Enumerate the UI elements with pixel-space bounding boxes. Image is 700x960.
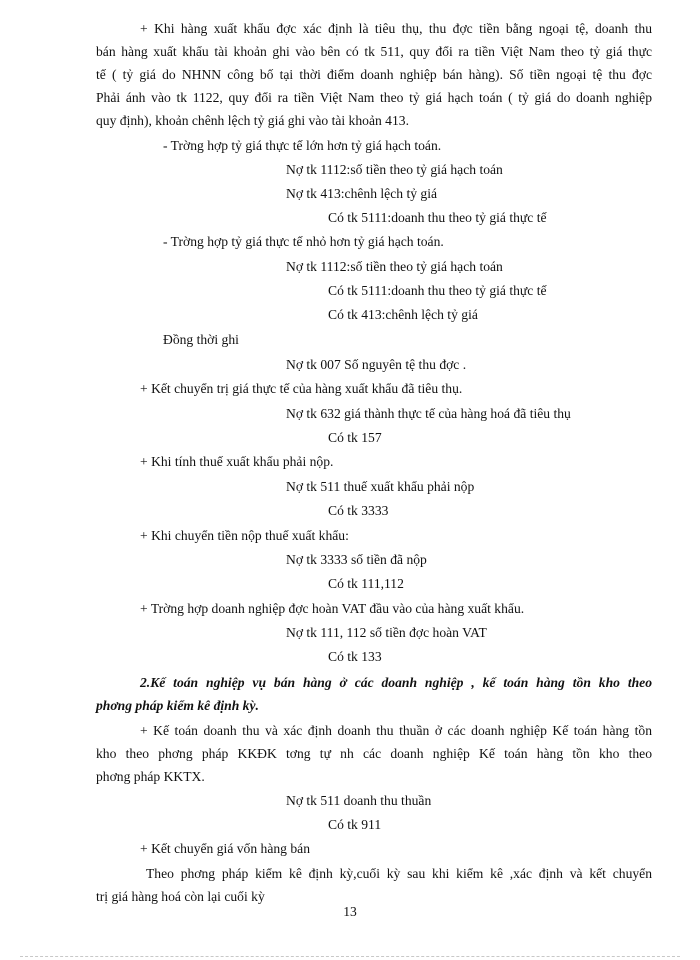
step-heading: + Kết chuyển trị giá thực tế của hàng xuất khẩu đã tiêu thụ.: [140, 381, 463, 396]
journal-entry: Nợ tk 1112:số tiền theo tỷ giá hạch toán: [286, 259, 503, 274]
section-heading-text: 2.Kế toán nghiệp vụ bán hàng ở các doanh nghiệp , kế toán hàng tồn kho theo: [140, 675, 652, 690]
journal-entry: Có tk 157: [328, 430, 382, 445]
paragraph-line: Phải ánh vào tk 1122, quy đổi ra tiền Việt Nam theo tỷ giá hạch toán ( tỷ giá do doanh nghiệp: [96, 90, 652, 105]
section-heading: phơng pháp kiểm kê định kỳ.: [96, 698, 259, 713]
paragraph-line: bán hàng xuất khẩu tài khoản ghi vào bên có tk 511, quy đổi ra tiền Việt Nam theo tỷ giá thực: [96, 44, 652, 59]
paragraph-line: Đồng thời ghi: [163, 332, 239, 347]
journal-entry: Có tk 133: [328, 649, 382, 664]
paragraph-line: + Kế toán doanh thu và xác định doanh thu thuần ở các doanh nghiệp Kế toán hàng tồn: [140, 723, 652, 738]
paragraph-line: quy định), khoản chênh lệch tỷ giá ghi vào tài khoản 413.: [96, 113, 409, 128]
step-heading: + Trờng hợp doanh nghiệp đợc hoàn VAT đầu vào của hàng xuất khẩu.: [140, 601, 525, 616]
journal-entry: Có tk 5111:doanh thu theo tỷ giá thực tế: [328, 283, 547, 298]
journal-entry: Nợ tk 632 giá thành thực tế của hàng hoá đã tiêu thụ: [286, 406, 571, 421]
paragraph-line: phơng pháp KKTX.: [96, 769, 205, 784]
case-heading: - Trờng hợp tỷ giá thực tế lớn hơn tỷ giá hạch toán.: [163, 138, 442, 153]
page-bottom-divider: [20, 956, 680, 957]
case-heading: - Trờng hợp tỷ giá thực tế nhỏ hơn tỷ giá hạch toán.: [163, 234, 444, 249]
step-heading: + Khi tính thuế xuất khẩu phải nộp.: [140, 454, 334, 469]
journal-entry: Nợ tk 413:chênh lệch tỷ giá: [286, 186, 438, 201]
journal-entry: Có tk 413:chênh lệch tỷ giá: [328, 307, 478, 322]
step-heading: + Kết chuyển giá vốn hàng bán: [140, 841, 310, 856]
paragraph-line: trị giá hàng hoá còn lại cuối kỳ: [96, 889, 265, 904]
journal-entry: Nợ tk 511 thuế xuất khẩu phải nộp: [286, 479, 475, 494]
journal-entry: Nợ tk 111, 112 số tiền đợc hoàn VAT: [286, 625, 487, 640]
journal-entry: Có tk 911: [328, 817, 382, 832]
paragraph-line: tế ( tỷ giá do NHNN công bố tại thời điểm doanh nghiệp bán hàng). Số tiền ngoại tệ thu đợc: [96, 67, 652, 82]
page-number: 13: [343, 904, 357, 919]
paragraph-line: Theo phơng pháp kiểm kê định kỳ,cuối kỳ sau khi kiểm kê ,xác định và kết chuyển: [146, 866, 652, 881]
journal-entry: Nợ tk 007 Số nguyên tệ thu đợc .: [286, 357, 467, 372]
journal-entry: Có tk 3333: [328, 503, 389, 518]
journal-entry: Nợ tk 511 doanh thu thuần: [286, 793, 432, 808]
journal-entry: Có tk 111,112: [328, 576, 404, 591]
journal-entry: Nợ tk 3333 số tiền đã nộp: [286, 552, 427, 567]
step-heading: + Khi chuyển tiền nộp thuế xuất khẩu:: [140, 528, 349, 543]
journal-entry: Có tk 5111:doanh thu theo tỷ giá thực tế: [328, 210, 547, 225]
paragraph-line: kho theo phơng pháp KKĐK tơng tự nh các doanh nghiệp Kế toán hàng tồn kho theo: [96, 746, 652, 761]
section-heading: [140, 674, 652, 692]
paragraph-line: + Khi hàng xuất khẩu đợc xác định là tiêu thụ, thu đợc tiền bằng ngoại tệ, doanh thu: [140, 21, 652, 36]
journal-entry: Nợ tk 1112:số tiền theo tỷ giá hạch toán: [286, 162, 503, 177]
